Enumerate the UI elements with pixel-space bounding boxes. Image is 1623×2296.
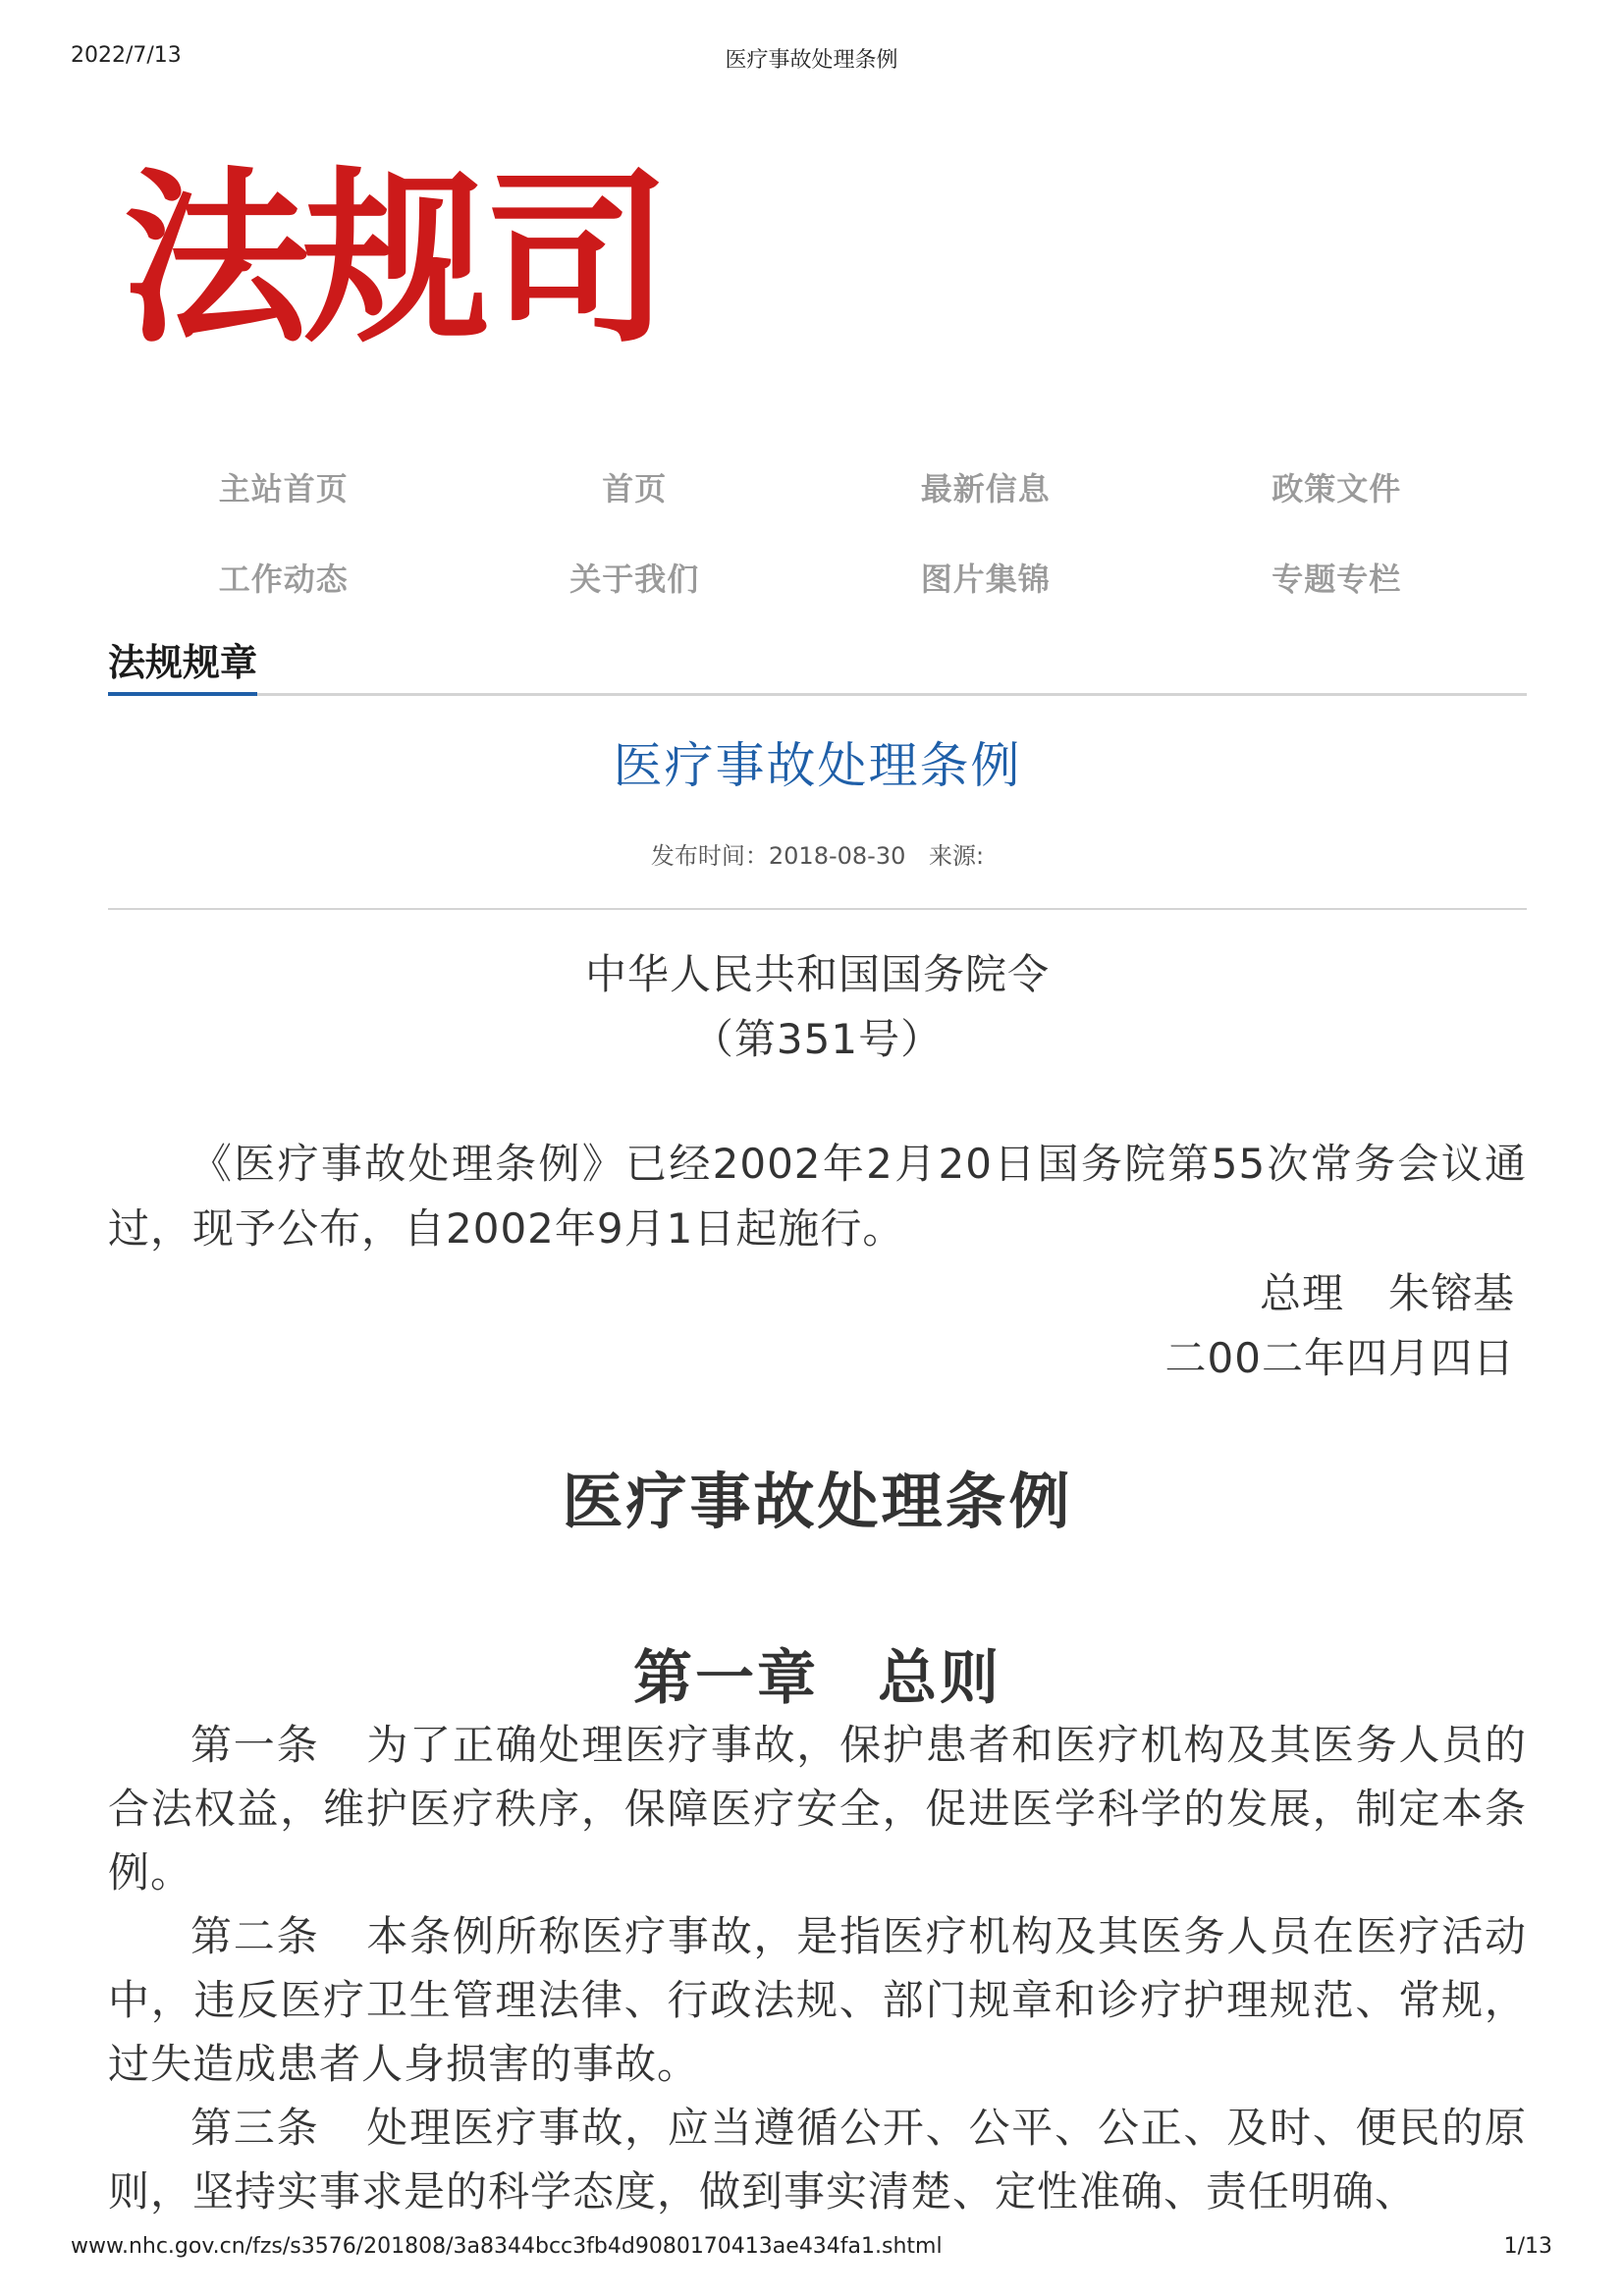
publish-date: 2018-08-30: [768, 842, 906, 870]
decree-block: [108, 942, 1527, 1072]
section-title[interactable]: 法规规章: [108, 632, 257, 696]
site-logo[interactable]: [123, 151, 761, 368]
decree-number: （第351号）: [691, 1015, 944, 1063]
articles-list: [108, 1713, 1527, 2223]
article-text: 本条例所称医疗事故，是指医疗机构及其医务人员在医疗活动中，违反医疗卫生管理法律、行政法规、部门规章和诊疗护理规范、常规，过失造成患者人身损害的事故。: [108, 1912, 1527, 2088]
signature-name: 朱镕基: [1387, 1269, 1515, 1317]
print-header: [71, 43, 1552, 73]
chapter-name: 总则: [878, 1644, 1001, 1713]
nav-row-1: [108, 442, 1512, 532]
publish-label: 发布时间：: [650, 842, 769, 870]
print-url: www.nhc.gov.cn/fzs/s3576/201808/3a8344bcc3fb4d9080170413ae434fa1.shtml: [71, 2234, 943, 2259]
chapter-number: 第一章: [633, 1644, 819, 1713]
main-nav: [108, 442, 1512, 622]
regulation-title: 医疗事故处理条例: [562, 1466, 1073, 1537]
article-text: 为了正确处理医疗事故，保护患者和医疗机构及其医务人员的合法权益，维护医疗秩序，保障医疗安全，促进医学科学的发展，制定本条例。: [108, 1721, 1527, 1896]
nav-item-about[interactable]: 关于我们: [569, 561, 700, 598]
signature-date: 二00二年四月四日: [1164, 1334, 1515, 1382]
chapter-heading: [108, 1631, 1527, 1716]
article-number: 第一条: [190, 1721, 320, 1769]
nav-item-home[interactable]: 首页: [602, 470, 668, 507]
nav-item-latest[interactable]: 最新信息: [920, 470, 1051, 507]
publish-info: [651, 842, 905, 870]
decree-paragraph: 《医疗事故处理条例》已经2002年2月20日国务院第55次常务会议通过，现予公布，自2002年9月1日起施行。: [108, 1140, 1527, 1253]
signature-title: 总理: [1259, 1269, 1344, 1317]
article-text: 处理医疗事故，应当遵循公开、公平、公正、及时、便民的原则，坚持实事求是的科学态度，做到事实清楚、定性准确、责任明确、: [108, 2104, 1527, 2216]
article-item: [108, 2096, 1527, 2223]
article-number: 第二条: [190, 1912, 320, 1960]
signature-line: [108, 1261, 1527, 1326]
nav-item-gallery[interactable]: 图片集锦: [920, 561, 1051, 598]
article-meta: [108, 836, 1527, 871]
article-item: [108, 1904, 1527, 2096]
page-number: 1/13: [1503, 2234, 1552, 2259]
logo-text: 法规司: [123, 151, 666, 368]
decree-body: [108, 1132, 1527, 1391]
nav-row-2: [108, 532, 1512, 622]
nav-item-work[interactable]: 工作动态: [218, 561, 349, 598]
nav-item-topics[interactable]: 专题专栏: [1271, 561, 1402, 598]
article-item: [108, 1713, 1527, 1904]
nav-item-policy[interactable]: 政策文件: [1271, 470, 1402, 507]
article-number: 第三条: [190, 2104, 320, 2152]
meta-divider: [108, 908, 1527, 910]
decree-heading: 中华人民共和国国务院令: [584, 950, 1050, 998]
nav-item-site-home[interactable]: 主站首页: [218, 470, 349, 507]
print-date: 2022/7/13: [71, 43, 182, 68]
article-title: 医疗事故处理条例: [613, 737, 1022, 794]
print-footer: [71, 2234, 1552, 2264]
source-label: 来源:: [929, 842, 985, 870]
print-title: 医疗事故处理条例: [725, 48, 898, 73]
section-header: [108, 628, 1527, 696]
